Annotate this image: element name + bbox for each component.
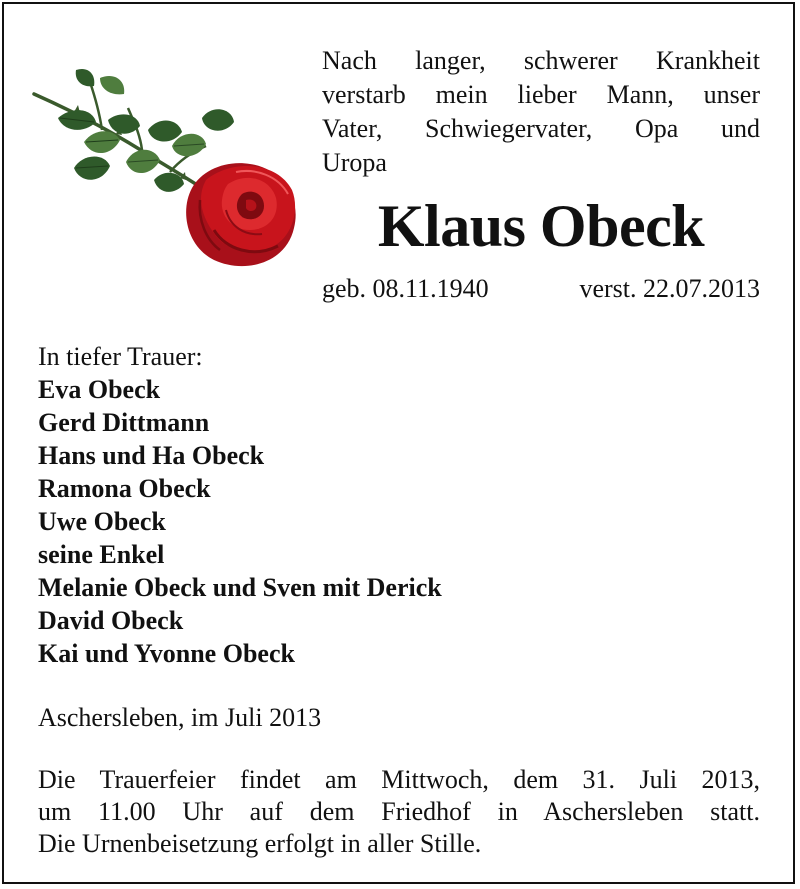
obituary-notice bbox=[2, 2, 795, 884]
mourner-name: David Obeck bbox=[38, 606, 184, 635]
funeral-ceremony-info bbox=[38, 764, 760, 860]
intro-text bbox=[322, 44, 760, 180]
mourner-name: Kai und Yvonne Obeck bbox=[38, 639, 295, 668]
place-and-date: Aschersleben, im Juli 2013 bbox=[38, 703, 322, 732]
mourner-name: Melanie Obeck und Sven mit Derick bbox=[38, 573, 442, 602]
mourner-name: Gerd Dittmann bbox=[38, 408, 210, 437]
mourners-section bbox=[38, 340, 758, 670]
mourner-name: Ramona Obeck bbox=[38, 474, 211, 503]
ceremony-line-3: Die Urnenbeisetzung erfolgt in aller Stille. bbox=[38, 829, 482, 858]
mourners-label: In tiefer Trauer: bbox=[38, 342, 203, 371]
mourner-name: Hans und Ha Obeck bbox=[38, 441, 265, 470]
mourner-name: Uwe Obeck bbox=[38, 507, 166, 536]
mourners-list bbox=[38, 373, 758, 670]
intro-line-2: verstarb mein lieber Mann, unser bbox=[322, 80, 760, 109]
intro-line-1: Nach langer, schwerer Krankheit bbox=[322, 46, 760, 75]
mourner-name: seine Enkel bbox=[38, 540, 165, 569]
intro-line-4: Uropa bbox=[322, 148, 387, 177]
life-dates bbox=[322, 272, 760, 306]
intro-line-3: Vater, Schwiegervater, Opa und bbox=[322, 114, 760, 143]
ceremony-line-1: Die Trauerfeier findet am Mittwoch, dem 31. Juli 2013, bbox=[38, 765, 760, 794]
ceremony-line-2: um 11.00 Uhr auf dem Friedhof in Aschersleben statt. bbox=[38, 797, 760, 826]
death-date: verst. 22.07.2013 bbox=[579, 274, 760, 303]
mourner-name: Eva Obeck bbox=[38, 375, 161, 404]
deceased-name: Klaus Obeck bbox=[377, 193, 705, 259]
birth-date: geb. 08.11.1940 bbox=[322, 274, 489, 303]
red-rose-icon bbox=[30, 60, 306, 274]
